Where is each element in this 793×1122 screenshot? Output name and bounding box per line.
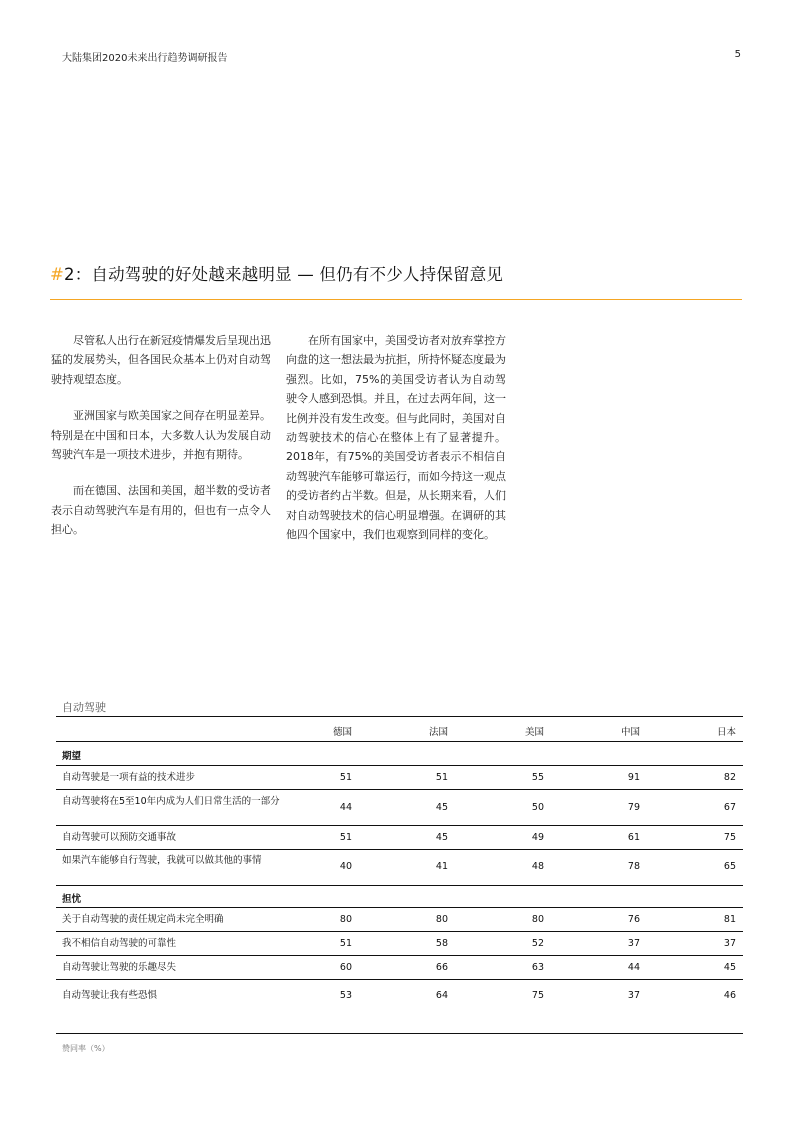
cell-value: 91 <box>627 772 640 783</box>
cell-value: 81 <box>723 914 736 925</box>
cell-value: 61 <box>627 832 640 843</box>
cell-value: 80 <box>339 914 352 925</box>
cell-value: 45 <box>435 802 448 813</box>
group-label: 担忧 <box>62 894 82 905</box>
cell-value: 76 <box>627 914 640 925</box>
row-label: 自动驾驶让我有些恐惧 <box>62 990 158 1001</box>
cell-value: 75 <box>531 990 544 1001</box>
table-bottom-rule <box>56 1033 743 1034</box>
column-header: 日本 <box>716 727 736 738</box>
paragraph: 在所有国家中，美国受访者对放弃掌控方向盘的这一想法最为抗拒，所持怀疑态度最为强烈。比如，75%的美国受访者认为自动驾驶令人感到恐惧。并且，在过去两年间，这一比例并没有发生改变。但与此同时，美国对自动驾驶技术的信心在整体上有了显著提升。2018年，有75%的美国受访者表示不相信自动驾驶汽车能够可靠运行，而如今持这一观点的受访者约占半数。但是，从长期来看，人们对自动驾驶技术的信心明显增强。在调研的其他四个国家中，我们也观察到同样的变化。 <box>286 334 506 542</box>
table-rule <box>56 765 743 766</box>
row-label: 自动驾驶让驾驶的乐趣尽失 <box>62 962 177 973</box>
row-label: 我不相信自动驾驶的可靠性 <box>62 938 177 949</box>
cell-value: 82 <box>723 772 736 783</box>
report-title: 大陆集团2020未来出行趋势调研报告 <box>62 53 228 64</box>
paragraph: 亚洲国家与欧美国家之间存在明显差异。特别是在中国和日本，大多数人认为发展自动驾驶汽车是一项技术进步，并抱有期待。 <box>51 409 271 462</box>
cell-value: 50 <box>531 802 544 813</box>
heading-divider <box>50 299 742 300</box>
cell-value: 65 <box>723 861 736 872</box>
cell-value: 64 <box>435 990 448 1001</box>
cell-value: 55 <box>531 772 544 783</box>
table-rule <box>56 741 743 742</box>
cell-value: 67 <box>723 802 736 813</box>
page-number: 5 <box>734 49 741 60</box>
cell-value: 63 <box>531 962 544 973</box>
table-rule <box>56 825 743 826</box>
column-header: 美国 <box>524 727 544 738</box>
cell-value: 51 <box>435 772 448 783</box>
cell-value: 51 <box>339 938 352 949</box>
cell-value: 66 <box>435 962 448 973</box>
heading-hash: # <box>50 265 65 284</box>
paragraph: 尽管私人出行在新冠疫情爆发后呈现出迅猛的发展势头，但各国民众基本上仍对自动驾驶持观望态度。 <box>51 334 271 386</box>
cell-value: 78 <box>627 861 640 872</box>
cell-value: 51 <box>339 832 352 843</box>
cell-value: 49 <box>531 832 544 843</box>
left-text-column <box>51 331 271 557</box>
cell-value: 53 <box>339 990 352 1001</box>
row-label: 自动驾驶是一项有益的技术进步 <box>62 772 196 783</box>
row-label: 自动驾驶将在5至10年内成为人们日常生活的一部分 <box>62 796 280 807</box>
cell-value: 41 <box>435 861 448 872</box>
heading-text: 2：自动驾驶的好处越来越明显 — 但仍有不少人持保留意见 <box>64 265 504 284</box>
cell-value: 44 <box>627 962 640 973</box>
cell-value: 44 <box>339 802 352 813</box>
group-label: 期望 <box>62 751 82 762</box>
cell-value: 60 <box>339 962 352 973</box>
table-rule <box>56 789 743 790</box>
column-header: 法国 <box>428 727 448 738</box>
cell-value: 52 <box>531 938 544 949</box>
cell-value: 37 <box>723 938 736 949</box>
row-label: 如果汽车能够自行驾驶，我就可以做其他的事情 <box>62 855 262 866</box>
table-rule <box>56 979 743 980</box>
cell-value: 75 <box>723 832 736 843</box>
cell-value: 45 <box>723 962 736 973</box>
cell-value: 48 <box>531 861 544 872</box>
table-rule <box>56 955 743 956</box>
column-header: 中国 <box>620 727 640 738</box>
cell-value: 37 <box>627 990 640 1001</box>
cell-value: 80 <box>435 914 448 925</box>
right-text-column <box>286 331 506 561</box>
cell-value: 80 <box>531 914 544 925</box>
cell-value: 51 <box>339 772 352 783</box>
column-header: 德国 <box>332 727 352 738</box>
row-label: 自动驾驶可以预防交通事故 <box>62 832 177 843</box>
table-rule <box>56 931 743 932</box>
table-top-rule <box>56 716 743 717</box>
table-title: 自动驾驶 <box>62 701 106 714</box>
cell-value: 37 <box>627 938 640 949</box>
row-label: 关于自动驾驶的责任规定尚未完全明确 <box>62 914 224 925</box>
cell-value: 79 <box>627 802 640 813</box>
section-heading <box>50 261 503 285</box>
cell-value: 40 <box>339 861 352 872</box>
table-rule <box>56 907 743 908</box>
table-rule <box>56 849 743 850</box>
cell-value: 58 <box>435 938 448 949</box>
paragraph: 而在德国、法国和美国，超半数的受访者表示自动驾驶汽车是有用的，但也有一点令人担心。 <box>51 484 271 537</box>
table-rule <box>56 885 743 886</box>
cell-value: 45 <box>435 832 448 843</box>
table-footnote: 赞同率（%） <box>62 1044 110 1053</box>
cell-value: 46 <box>723 990 736 1001</box>
